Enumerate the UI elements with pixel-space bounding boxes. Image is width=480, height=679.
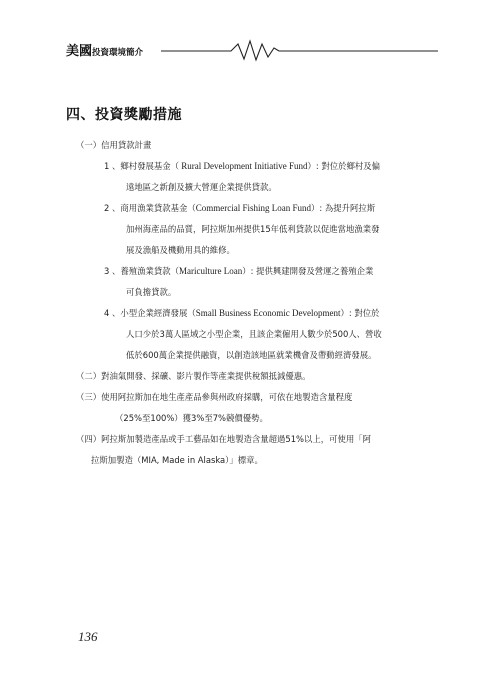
subitem-1-line-1 (104, 160, 380, 172)
subitem-1-line-2: 遠地區之新創及擴大營運企業提供貸款。 (126, 182, 277, 192)
item-4-line-1: （四）阿拉斯加製造產品或手工藝品如在地製造含量超過51%以上，可使用「阿 (76, 434, 371, 444)
item-3-line-1: （三）使用阿拉斯加在地生產產品參與州政府採購，可依在地製造含量程度 (76, 392, 353, 402)
subitem-2-tail: ）: 為提升阿拉斯 (311, 203, 376, 213)
subitem-4-line-1 (104, 307, 379, 319)
subitem-3-tail: ）: 提供興建開發及營運之養殖企業 (242, 266, 374, 276)
subitem-2-line-2: 加州海產品的品質，阿拉斯加州提供15年低利貸款以促進當地漁業發 (126, 224, 380, 234)
header-title-sub: 投資環境簡介 (92, 48, 144, 58)
subitem-1-tail: ）: 對位於鄉村及偏 (307, 161, 380, 171)
subitem-4-line-3: 低於600萬企業提供融資，以創造該地區就業機會及帶動經濟發展。 (126, 350, 377, 360)
subitem-2-lead: 2 、商用漁業貸款基金（ (104, 203, 196, 213)
item-3-line-2: （25%至100%）獲3%至7%競價優勢。 (115, 413, 268, 423)
subitem-1-lead: 1 、鄉村發展基金（ (104, 161, 179, 171)
item-1-label: （一）信用貸款計畫 (76, 140, 152, 150)
header-title-main: 美國 (66, 44, 93, 59)
page-number: 136 (78, 629, 98, 644)
subitem-3-line-2: 可負擔貸款。 (126, 287, 177, 297)
subitem-3-line-1 (104, 265, 373, 277)
item-4-line-2: 拉斯加製造（MIA, Made in Alaska）」標章。 (91, 455, 263, 465)
subitem-2-line-1 (104, 202, 375, 214)
subitem-3-lead: 3 、養殖漁業貸款（ (104, 266, 179, 276)
subitem-4-line-2: 人口少於3萬人區域之小型企業，且該企業僱用人數少於500人、營收 (126, 329, 382, 339)
subitem-3-english: Mariculture Loan (179, 266, 243, 276)
subitem-1-english: Rural Development Initiative Fund (179, 161, 308, 171)
subitem-4-english: Small Business Economic Development (195, 308, 341, 318)
subitem-2-line-3: 展及漁船及機動用具的維修。 (126, 245, 235, 255)
header-pulse-line-icon (66, 38, 438, 64)
subitem-4-tail: ）: 對位於 (340, 308, 380, 318)
item-2-label: （二）對油氣開發、採礦、影片製作等產業提供稅額抵減優惠。 (76, 371, 311, 381)
running-header (66, 38, 438, 64)
subitem-4-lead: 4 、小型企業經濟發展（ (104, 308, 196, 318)
section-title: 四、投資獎勵措施 (66, 107, 182, 123)
subitem-2-english: Commercial Fishing Loan Fund (195, 203, 311, 213)
